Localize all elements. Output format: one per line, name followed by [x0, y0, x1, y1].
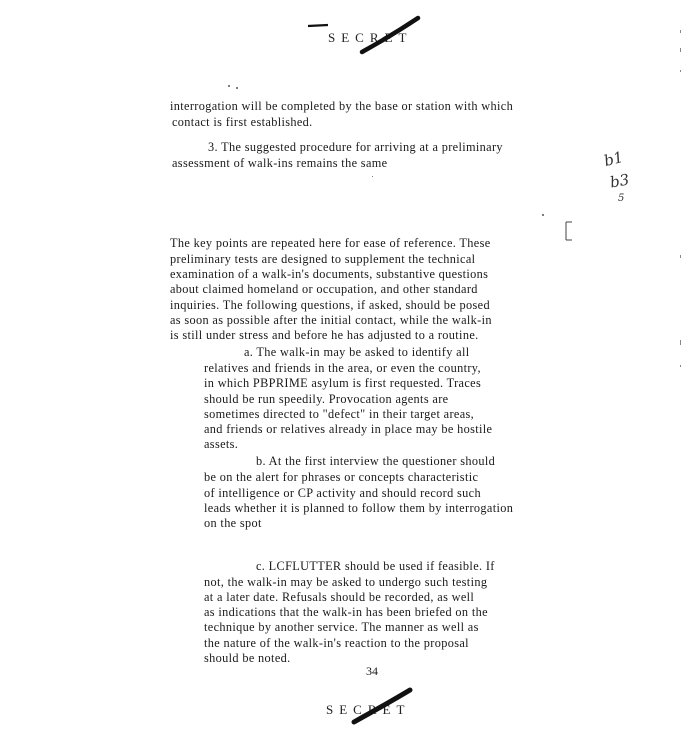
text-line: sometimes directed to "defect" in their target areas, [204, 407, 475, 421]
speck [236, 87, 238, 89]
text-line: assets. [204, 437, 239, 451]
text-line: as soon as possible after the initial contact, while the walk-in [170, 313, 492, 327]
scan-edge-mark [680, 340, 681, 345]
text-line: technique by another service. The manner as well as [204, 620, 479, 634]
classification-header: SECRET [328, 30, 413, 45]
text-line: c. LCFLUTTER should be used if feasible. If [256, 559, 495, 573]
handwritten-note-5: 5 [618, 193, 625, 204]
text-line: a. The walk-in may be asked to identify all [244, 345, 470, 359]
text-line: at a later date. Refusals should be recorded, as well [204, 590, 475, 604]
text-line: should be run speedily. Provocation agents are [204, 392, 449, 406]
text-line: be on the alert for phrases or concepts characteristic [204, 470, 479, 484]
text-line: about claimed homeland or occupation, and other standard [170, 282, 478, 296]
text-line: assessment of walk-ins remains the same [172, 156, 388, 170]
handwritten-note-b3: b3 [608, 170, 631, 192]
text-line: b. At the first interview the questioner should [256, 454, 496, 468]
scan-edge-mark [680, 30, 681, 33]
scan-edge-mark [680, 70, 681, 72]
page-number: 34 [366, 664, 378, 678]
speck [542, 214, 544, 216]
text-line: relatives and friends in the area, or even the country, [204, 361, 481, 375]
scan-edge-mark [680, 48, 681, 52]
text-line: the nature of the walk-in's reaction to the proposal [204, 636, 469, 650]
redaction-slash-top [300, 12, 440, 56]
text-line: The key points are repeated here for ease of reference. These [170, 236, 491, 250]
text-line: in which PBPRIME asylum is first requested. Traces [204, 376, 482, 390]
speck [228, 85, 230, 87]
text-line: of intelligence or CP activity and should record such [204, 486, 481, 500]
text-line: should be noted. [204, 651, 291, 665]
text-line: as indications that the walk-in has been briefed on the [204, 605, 488, 619]
speck [372, 176, 373, 177]
text-line: preliminary tests are designed to supplement the technical [170, 252, 476, 266]
text-line: interrogation will be completed by the base or station with which [170, 99, 514, 113]
scan-edge-mark [680, 365, 681, 367]
redaction-slash-bottom [330, 686, 430, 726]
text-line: not, the walk-in may be asked to undergo such testing [204, 575, 488, 589]
handwritten-note-b1: b1 [601, 147, 626, 171]
text-line: is still under stress and before he has adjusted to a routine. [170, 328, 479, 342]
text-line: contact is first established. [172, 115, 313, 129]
text-line: examination of a walk-in's documents, substantive questions [170, 267, 489, 281]
text-line: on the spot [204, 516, 262, 530]
text-line: and friends or relatives already in place may be hostile [204, 422, 493, 436]
text-line: 3. The suggested procedure for arriving at a preliminary [208, 140, 503, 154]
scan-edge-mark [680, 255, 681, 258]
bracket-mark [562, 220, 576, 244]
text-line: leads whether it is planned to follow them by interrogation [204, 501, 514, 515]
text-line: inquiries. The following questions, if asked, should be posed [170, 298, 490, 312]
classification-footer: SECRET [326, 702, 411, 717]
